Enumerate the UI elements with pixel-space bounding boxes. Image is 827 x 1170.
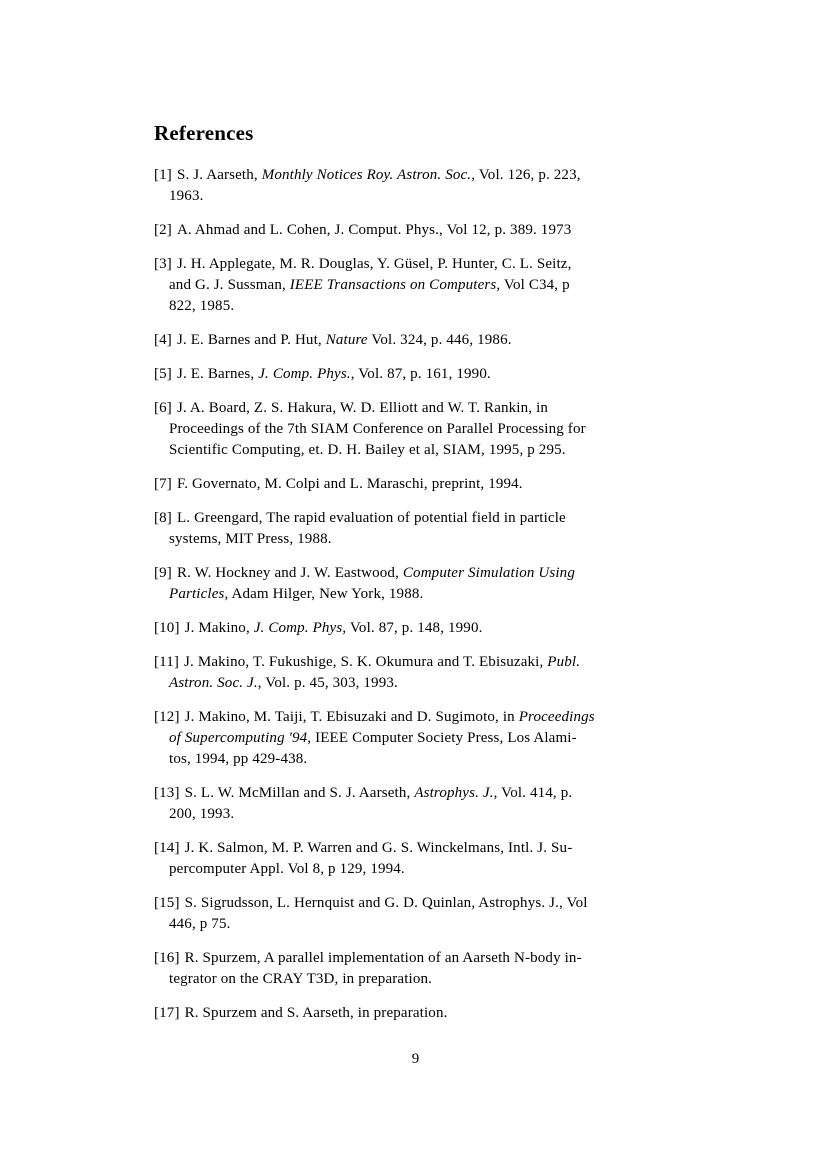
ref-label: [4] xyxy=(154,332,172,348)
ref-text-segment: , Vol. 414, p. xyxy=(493,785,573,801)
ref-text-segment: Astron. Soc. J. xyxy=(169,675,258,691)
ref-label: [10] xyxy=(154,620,180,636)
ref-text-segment: 1963. xyxy=(169,188,204,204)
ref-text-segment: Nature xyxy=(325,332,368,348)
ref-text-segment: S. Sigrudsson, L. Hernquist and G. D. Quinlan, Astrophys. J., Vol xyxy=(184,895,588,911)
ref-label: [17] xyxy=(154,1005,180,1021)
ref-text-segment: IEEE Transactions on Computers xyxy=(289,277,497,293)
ref-text-segment: Vol. 324, p. 446, 1986. xyxy=(367,332,512,348)
ref-text-segment: S. L. W. McMillan and S. J. Aarseth, xyxy=(184,785,415,801)
ref-text-segment: , Vol. 87, p. 161, 1990. xyxy=(350,366,491,382)
reference-item xyxy=(154,838,677,880)
ref-text-segment: L. Greengard, The rapid evaluation of potential field in particle xyxy=(176,510,566,526)
ref-text-segment: Publ. xyxy=(547,654,581,670)
ref-label: [14] xyxy=(154,840,180,856)
ref-label: [9] xyxy=(154,565,172,581)
reference-item xyxy=(154,783,677,825)
ref-text-segment: J. Makino, T. Fukushige, S. K. Okumura and T. Ebisuzaki, xyxy=(184,654,548,670)
ref-text-segment: , Vol. p. 45, 303, 1993. xyxy=(257,675,398,691)
reference-list xyxy=(154,165,677,1024)
ref-text-segment: 822, 1985. xyxy=(169,298,235,314)
ref-text-segment: J. A. Board, Z. S. Hakura, W. D. Elliott and W. T. Rankin, in xyxy=(176,400,549,416)
ref-text-segment: 200, 1993. xyxy=(169,806,235,822)
ref-label: [5] xyxy=(154,366,172,382)
reference-item xyxy=(154,330,677,351)
ref-text-segment: J. E. Barnes and P. Hut, xyxy=(176,332,326,348)
ref-text-segment: J. Comp. Phys xyxy=(253,620,343,636)
ref-text-segment: J. E. Barnes, xyxy=(176,366,259,382)
reference-item xyxy=(154,618,677,639)
ref-text-segment: R. W. Hockney and J. W. Eastwood, xyxy=(176,565,403,581)
page-number: 9 xyxy=(411,1051,420,1067)
ref-text-segment: R. Spurzem and S. Aarseth, in preparation. xyxy=(184,1005,448,1021)
ref-text-segment: 446, p 75. xyxy=(169,916,231,932)
ref-label: [1] xyxy=(154,167,172,183)
ref-label: [12] xyxy=(154,709,180,725)
reference-item xyxy=(154,563,677,605)
ref-text-segment: and G. J. Sussman, xyxy=(169,277,290,293)
ref-text-segment: J. Comp. Phys. xyxy=(258,366,351,382)
ref-label: [8] xyxy=(154,510,172,526)
ref-label: [11] xyxy=(154,654,180,670)
ref-label: [15] xyxy=(154,895,180,911)
reference-item xyxy=(154,1003,677,1024)
reference-item xyxy=(154,652,677,694)
ref-text-segment: J. Makino, xyxy=(184,620,254,636)
ref-text-segment: of Supercomputing '94 xyxy=(169,730,308,746)
reference-item xyxy=(154,165,677,207)
ref-text-segment: , Vol. 87, p. 148, 1990. xyxy=(342,620,483,636)
ref-text-segment: , Vol. 126, p. 223, xyxy=(471,167,581,183)
ref-text-segment: systems, MIT Press, 1988. xyxy=(169,531,332,547)
references-heading: References xyxy=(154,121,254,145)
ref-text-segment: Astrophys. J. xyxy=(414,785,494,801)
reference-item xyxy=(154,707,677,770)
ref-label: [13] xyxy=(154,785,180,801)
reference-item xyxy=(154,508,677,550)
ref-text-segment: Scientific Computing, et. D. H. Bailey et al, SIAM, 1995, p 295. xyxy=(169,442,566,458)
ref-text-segment: S. J. Aarseth, xyxy=(176,167,262,183)
reference-item xyxy=(154,893,677,935)
ref-text-segment: , Adam Hilger, New York, 1988. xyxy=(224,586,424,602)
reference-item xyxy=(154,364,677,385)
ref-text-segment: tegrator on the CRAY T3D, in preparation. xyxy=(169,971,433,987)
ref-label: [16] xyxy=(154,950,180,966)
ref-label: [2] xyxy=(154,222,172,238)
ref-text-segment: Proceedings xyxy=(518,709,595,725)
ref-text-segment: , Vol C34, p xyxy=(496,277,570,293)
reference-item xyxy=(154,220,677,241)
ref-text-segment: F. Governato, M. Colpi and L. Maraschi, preprint, 1994. xyxy=(176,476,523,492)
ref-label: [7] xyxy=(154,476,172,492)
ref-text-segment: tos, 1994, pp 429-438. xyxy=(169,751,308,767)
ref-label: [3] xyxy=(154,256,172,272)
ref-text-segment: percomputer Appl. Vol 8, p 129, 1994. xyxy=(169,861,405,877)
ref-text-segment: J. K. Salmon, M. P. Warren and G. S. Winckelmans, Intl. J. Su- xyxy=(184,840,573,856)
ref-label: [6] xyxy=(154,400,172,416)
ref-text-segment: J. Makino, M. Taiji, T. Ebisuzaki and D. Sugimoto, in xyxy=(184,709,519,725)
ref-text-segment: Monthly Notices Roy. Astron. Soc. xyxy=(261,167,472,183)
reference-item xyxy=(154,254,677,317)
ref-text-segment: Particles xyxy=(169,586,225,602)
reference-item xyxy=(154,474,677,495)
reference-item xyxy=(154,398,677,461)
ref-text-segment: Proceedings of the 7th SIAM Conference on Parallel Processing for xyxy=(169,421,586,437)
ref-text-segment: A. Ahmad and L. Cohen, J. Comput. Phys., Vol 12, p. 389. 1973 xyxy=(176,222,572,238)
ref-text-segment: , IEEE Computer Society Press, Los Alami- xyxy=(307,730,577,746)
ref-text-segment: Computer Simulation Using xyxy=(402,565,575,581)
ref-text-segment: R. Spurzem, A parallel implementation of an Aarseth N-body in- xyxy=(184,950,582,966)
ref-text-segment: J. H. Applegate, M. R. Douglas, Y. Güsel, P. Hunter, C. L. Seitz, xyxy=(176,256,572,272)
reference-item xyxy=(154,948,677,990)
